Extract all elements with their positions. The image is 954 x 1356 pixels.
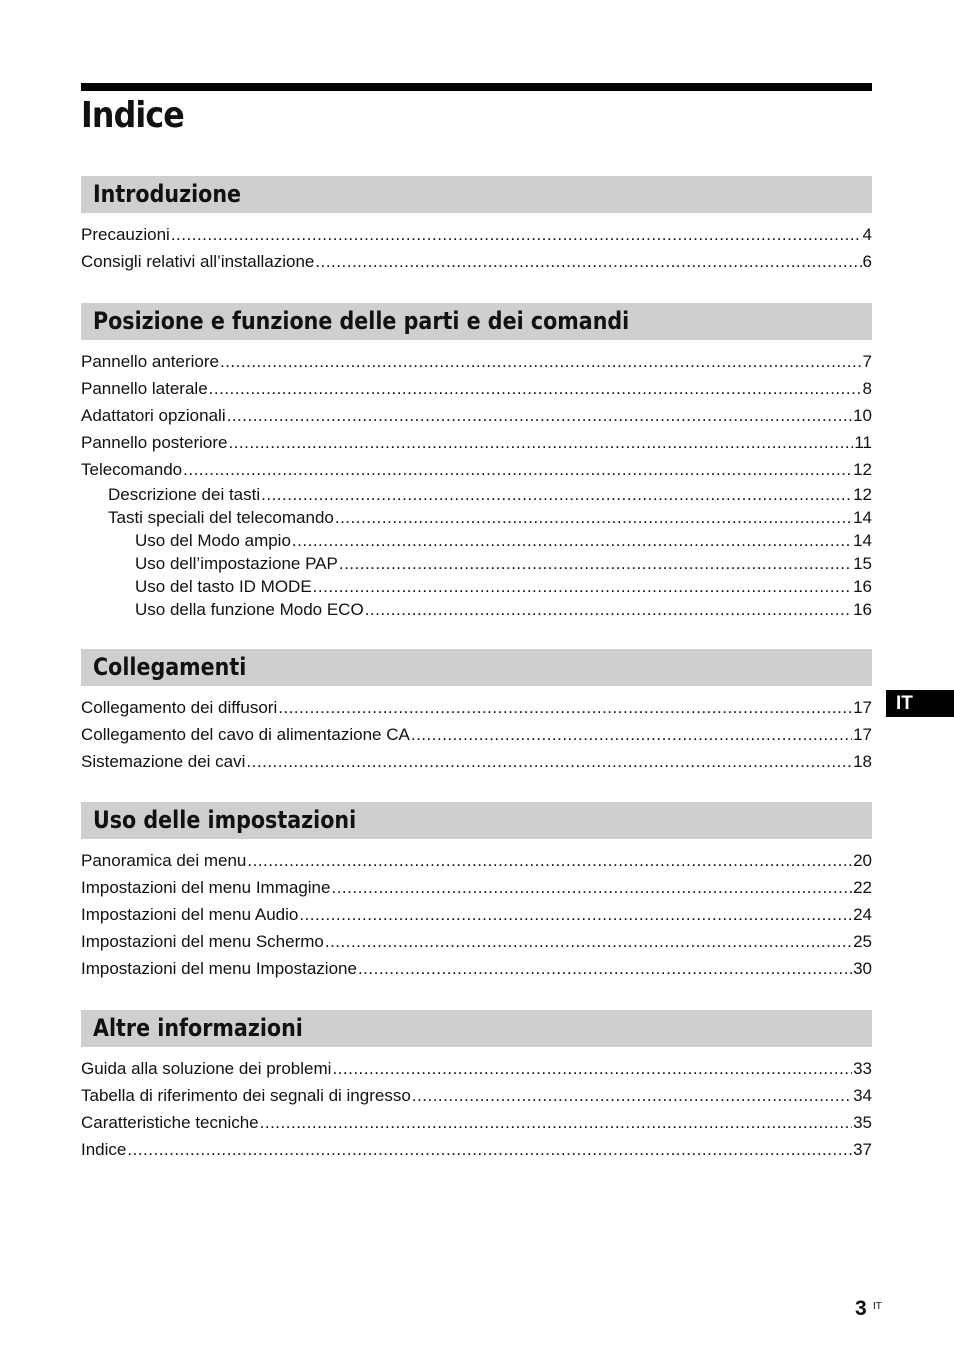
toc-entry-label: Guida alla soluzione dei problemi [81, 1059, 332, 1078]
toc-entry-list [81, 221, 872, 275]
toc-entry-page: 34 [853, 1086, 872, 1105]
toc-entry[interactable] [81, 748, 872, 775]
toc-entry-list [81, 1055, 872, 1163]
toc-entry-page: 16 [853, 600, 872, 619]
toc-entry[interactable] [81, 901, 872, 928]
dot-leader [335, 506, 852, 529]
toc-entry-label: Impostazioni del menu Immagine [81, 878, 331, 897]
toc-entry-label: Consigli relativi all’installazione [81, 252, 315, 271]
dot-leader [227, 402, 852, 429]
dot-leader [365, 598, 852, 621]
toc-entry[interactable] [81, 575, 872, 598]
toc-entry[interactable] [81, 874, 872, 901]
section-heading: Collegamenti [93, 653, 247, 681]
dot-leader [292, 529, 852, 552]
toc-entry[interactable] [81, 598, 872, 621]
toc-entry-label: Telecomando [81, 460, 183, 479]
dot-leader [209, 375, 862, 402]
dot-leader [412, 1082, 852, 1109]
toc-entry-label: Impostazioni del menu Impostazione [81, 959, 357, 978]
toc-entry-label: Sistemazione dei cavi [81, 752, 246, 771]
toc-entry[interactable] [81, 1082, 872, 1109]
language-tab [886, 690, 954, 717]
toc-entry-label: Adattatori opzionali [81, 406, 226, 425]
toc-entry-label: Uso della funzione Modo ECO [135, 600, 364, 619]
section-heading-bar [81, 303, 872, 340]
toc-entry-page: 22 [853, 878, 872, 897]
toc-entry-label: Indice [81, 1140, 127, 1159]
dot-leader [358, 955, 852, 982]
toc-entry[interactable] [81, 1055, 872, 1082]
toc-entry-label: Descrizione dei tasti [108, 485, 261, 504]
dot-leader [228, 429, 853, 456]
toc-entry[interactable] [81, 694, 872, 721]
toc-entry-page: 7 [862, 352, 872, 371]
toc-entry-page: 17 [853, 725, 872, 744]
section-uso-impostazioni [81, 802, 872, 982]
toc-entry-label: Tabella di riferimento dei segnali di ingresso [81, 1086, 411, 1105]
toc-entry-label: Pannello posteriore [81, 433, 228, 452]
toc-entry[interactable] [81, 221, 872, 248]
page-number-suffix: IT [873, 1301, 882, 1312]
toc-entry-label: Impostazioni del menu Schermo [81, 932, 324, 951]
toc-entry-page: 30 [853, 959, 872, 978]
section-heading-bar [81, 649, 872, 686]
toc-entry[interactable] [81, 552, 872, 575]
toc-entry[interactable] [81, 506, 872, 529]
toc-entry-page: 15 [853, 554, 872, 573]
toc-entry-label: Panoramica dei menu [81, 851, 247, 870]
toc-entry-label: Uso dell’impostazione PAP [135, 554, 338, 573]
toc-entry[interactable] [81, 955, 872, 982]
toc-entry-page: 4 [862, 225, 872, 244]
page-number: 3 [855, 1297, 867, 1320]
toc-entry-label: Precauzioni [81, 225, 170, 244]
toc-entry-list [81, 348, 872, 621]
toc-entry-page: 35 [853, 1113, 872, 1132]
toc-entry[interactable] [81, 456, 872, 483]
toc-entry-label: Uso del Modo ampio [135, 531, 291, 550]
toc-entry-page: 20 [853, 851, 872, 870]
dot-leader [315, 248, 861, 275]
toc-entry-label: Impostazioni del menu Audio [81, 905, 299, 924]
dot-leader [325, 928, 852, 955]
toc-entry-label: Pannello anteriore [81, 352, 219, 371]
language-tab-label: IT [896, 693, 913, 714]
toc-entry-page: 12 [853, 485, 872, 504]
toc-entry-page: 16 [853, 577, 872, 596]
section-heading-bar [81, 802, 872, 839]
toc-entry[interactable] [81, 429, 872, 456]
toc-entry-list [81, 694, 872, 775]
toc-entry-label: Pannello laterale [81, 379, 208, 398]
dot-leader [339, 552, 852, 575]
section-introduzione [81, 176, 872, 275]
toc-entry-page: 10 [853, 406, 872, 425]
toc-entry[interactable] [81, 402, 872, 429]
section-heading: Uso delle impostazioni [93, 806, 357, 834]
toc-entry[interactable] [81, 375, 872, 402]
toc-entry[interactable] [81, 1109, 872, 1136]
toc-entry-page: 37 [853, 1140, 872, 1159]
dot-leader [299, 901, 852, 928]
toc-entry-label: Uso del tasto ID MODE [135, 577, 312, 596]
page-title: Indice [81, 95, 184, 136]
dot-leader [171, 221, 862, 248]
toc-entry-label: Tasti speciali del telecomando [108, 508, 334, 527]
toc-entry-page: 14 [853, 531, 872, 550]
toc-entry[interactable] [81, 483, 872, 506]
dot-leader [246, 748, 852, 775]
dot-leader [260, 1109, 852, 1136]
dot-leader [261, 483, 852, 506]
toc-entry[interactable] [81, 928, 872, 955]
toc-entry[interactable] [81, 1136, 872, 1163]
toc-entry-page: 12 [853, 460, 872, 479]
section-heading-bar [81, 176, 872, 213]
toc-entry-label: Collegamento dei diffusori [81, 698, 278, 717]
toc-entry[interactable] [81, 348, 872, 375]
toc-entry-label: Collegamento del cavo di alimentazione CA [81, 725, 410, 744]
section-heading: Altre informazioni [93, 1014, 303, 1042]
toc-entry-page: 11 [854, 433, 872, 452]
dot-leader [183, 456, 852, 483]
dot-leader [411, 721, 852, 748]
toc-entry-list [81, 847, 872, 982]
toc-entry[interactable] [81, 847, 872, 874]
dot-leader [220, 348, 862, 375]
section-altre-informazioni [81, 1010, 872, 1163]
toc-entry-page: 33 [853, 1059, 872, 1078]
section-collegamenti [81, 649, 872, 775]
dot-leader [332, 1055, 852, 1082]
toc-entry[interactable] [81, 529, 872, 552]
title-rule [81, 83, 872, 91]
dot-leader [247, 847, 852, 874]
dot-leader [127, 1136, 852, 1163]
section-heading-bar [81, 1010, 872, 1047]
toc-entry-label: Caratteristiche tecniche [81, 1113, 259, 1132]
toc-entry-page: 24 [853, 905, 872, 924]
section-posizione-funzione [81, 303, 872, 621]
toc-entry-page: 14 [853, 508, 872, 527]
toc-entry-page: 18 [853, 752, 872, 771]
toc-entry-page: 8 [862, 379, 872, 398]
toc-entry[interactable] [81, 721, 872, 748]
toc-entry[interactable] [81, 248, 872, 275]
toc-entry-page: 6 [862, 252, 872, 271]
dot-leader [331, 874, 852, 901]
toc-entry-page: 17 [853, 698, 872, 717]
section-heading: Posizione e funzione delle parti e dei comandi [93, 307, 630, 335]
section-heading: Introduzione [93, 180, 242, 208]
toc-entry-page: 25 [853, 932, 872, 951]
dot-leader [278, 694, 852, 721]
dot-leader [313, 575, 852, 598]
